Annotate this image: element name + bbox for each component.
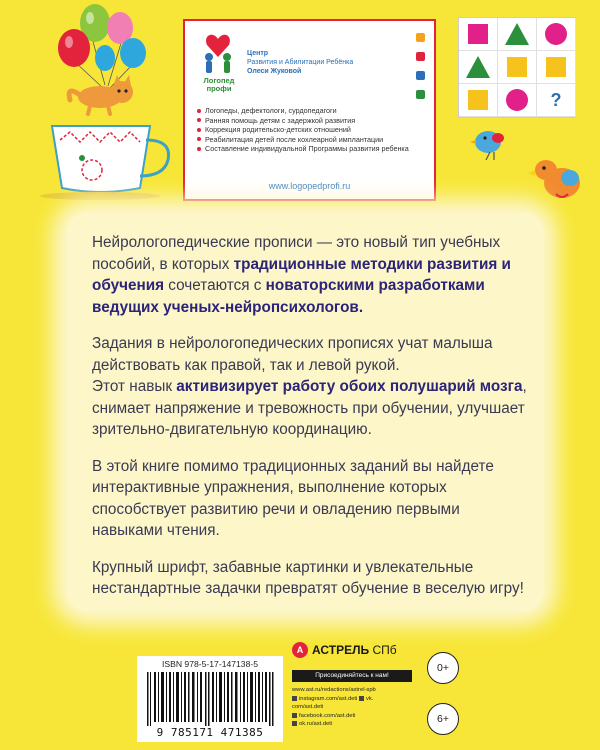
astrel-logo-icon: А xyxy=(292,642,308,658)
social-link-vk[interactable]: com/ast.deti xyxy=(292,704,324,711)
square-shape-icon xyxy=(468,90,488,110)
card-hearts xyxy=(416,33,426,109)
logoped-profi-card xyxy=(183,19,436,201)
square-shape-icon xyxy=(507,57,527,77)
vk-icon xyxy=(359,696,364,701)
bird-orange-illustration xyxy=(528,160,580,198)
puzzle-cell xyxy=(537,84,576,117)
isbn-label: ISBN 978-5-17-147138-5 xyxy=(161,659,259,669)
barcode-icon xyxy=(145,672,275,726)
puzzle-cell xyxy=(498,51,537,84)
heart-icon xyxy=(416,33,425,42)
heart-icon xyxy=(416,90,425,99)
join-us-bar: Присоединяйтесь к нам! xyxy=(292,670,412,682)
question-mark: ? xyxy=(550,89,562,110)
puzzle-cell xyxy=(498,18,537,51)
puzzle-cell xyxy=(537,18,576,51)
circle-shape-icon xyxy=(545,23,567,45)
paragraph-1: Нейрологопедические прописи — это новый тип учебных пособий, в которых традиционные методики развития и обучения сочетаются с новаторскими разработками ведущих ученых-нейропсихологов. xyxy=(92,234,511,316)
center-title: Центр xyxy=(247,50,269,57)
puzzle-cell xyxy=(537,51,576,84)
description-text xyxy=(92,232,532,615)
puzzle-cell xyxy=(459,18,498,51)
center-heading xyxy=(247,49,353,76)
puzzle-cell xyxy=(498,84,537,117)
logo-text-line-1: Логопед xyxy=(203,76,235,85)
publisher-name: АСТРЕЛЬ СПб xyxy=(312,643,397,657)
logoped-logo-text xyxy=(193,77,245,93)
triangle-shape-icon xyxy=(466,56,490,78)
paragraph-3: В этой книге помимо традиционных заданий вы найдете интерактивные упражнения, выполнение которых способствует развитию речи и овладению первыми навыками чтения. xyxy=(92,457,494,539)
facebook-icon xyxy=(292,713,297,718)
publisher-logo xyxy=(292,642,397,658)
barcode-number: 9 785171 471385 xyxy=(156,726,264,739)
cat-illustration xyxy=(69,75,133,114)
social-link-ok[interactable]: ok.ru/ast.deti xyxy=(292,720,412,729)
instagram-icon xyxy=(292,696,297,701)
cup-illustration xyxy=(40,126,169,200)
social-links xyxy=(292,686,412,729)
age-rating-badge-6: 6+ xyxy=(427,703,459,735)
paragraph-2: Задания в нейрологопедических прописях учат малыша действовать как правой, так и левой рукой. Этот навык активизирует работу обоих полушарий мозга, снимает напряжение и тревожность при обучении, улучшает зрительно-двигательную координацию. xyxy=(92,335,527,438)
center-subtitle: Развития и Абилитации Ребёнка xyxy=(247,59,354,66)
logoped-logo-icon xyxy=(195,31,241,79)
isbn-barcode-box xyxy=(137,656,283,742)
service-item: Ранняя помощь детям с задержкой развития xyxy=(197,116,425,126)
balloons-illustration xyxy=(58,4,146,88)
age-rating-badge-0: 0+ xyxy=(427,652,459,684)
puzzle-cell xyxy=(459,84,498,117)
heart-icon xyxy=(416,71,425,80)
service-item: Реабилитация детей после кохлеарной имплантации xyxy=(197,135,425,145)
paragraph-4: Крупный шрифт, забавные картинки и увлекательные нестандартные задачки превратят обучение в веселую игру! xyxy=(92,558,524,597)
services-list xyxy=(197,106,425,154)
circle-shape-icon xyxy=(506,89,528,111)
social-link-instagram[interactable]: instagram.com/ast.deti vk. xyxy=(292,695,412,704)
triangle-shape-icon xyxy=(505,23,529,45)
square-shape-icon xyxy=(546,57,566,77)
service-item: Составление индивидуальной Программы развития ребенка xyxy=(197,144,425,154)
square-shape-icon xyxy=(468,24,488,44)
service-item: Логопеды, дефектологи, сурдопедагоги xyxy=(197,106,425,116)
ok-icon xyxy=(292,721,297,726)
publisher-url[interactable]: www.ast.ru/redactions/astrel-spb xyxy=(292,687,376,693)
description-panel xyxy=(66,212,544,612)
logo-text-line-2: профи xyxy=(206,84,232,93)
shape-puzzle-grid xyxy=(458,17,576,118)
puzzle-cell xyxy=(459,51,498,84)
social-link-facebook[interactable]: facebook.com/ast.deti xyxy=(292,712,412,721)
center-name: Олеси Жуковой xyxy=(247,68,302,75)
bird-blue-illustration xyxy=(470,131,504,160)
card-url[interactable]: www.logopedprofi.ru xyxy=(268,181,351,191)
heart-icon xyxy=(416,52,425,61)
publisher-block xyxy=(292,636,412,748)
service-item: Коррекция родительско-детских отношений xyxy=(197,125,425,135)
